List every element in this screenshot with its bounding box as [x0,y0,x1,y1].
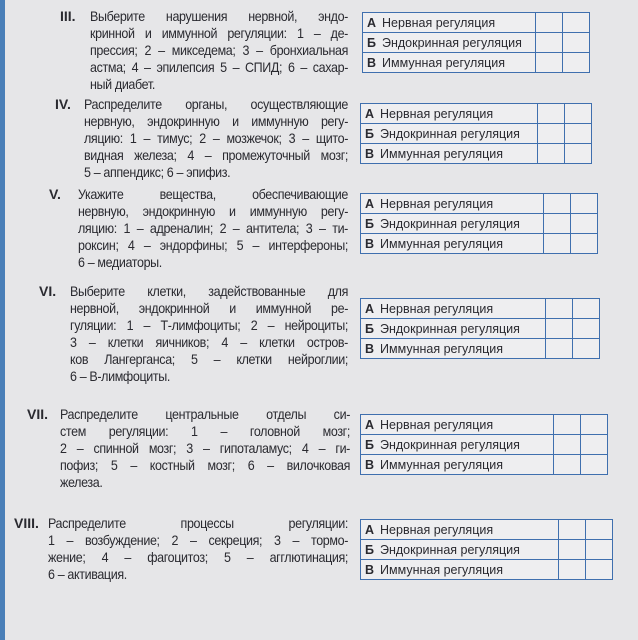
row-label [361,435,554,455]
row-label-text: Нервная регуляция [380,522,494,537]
answer-cell[interactable] [546,319,573,339]
row-label [361,455,554,475]
answer-row [361,194,598,214]
task-text-line: прессия; 2 – микседема; 3 – бронхиальная [90,43,348,58]
task-number: V. [49,186,61,202]
row-letter: Б [365,126,374,141]
row-letter: В [365,146,375,161]
task-text-line: 6 – В-лимфоциты. [70,369,170,384]
answer-row [361,214,598,234]
answer-cell[interactable] [538,144,565,164]
answer-cell[interactable] [573,339,600,359]
row-label-text: Эндокринная регуляция [379,321,520,336]
task-text [78,186,371,271]
row-label-text: Нервная регуляция [380,417,494,432]
task-text-line: 5 – аппендикс; 6 – эпифиз. [84,165,231,180]
answer-cell[interactable] [563,13,590,33]
answer-table [360,103,592,164]
answer-row [361,540,613,560]
answer-cell[interactable] [554,455,581,475]
answer-cell[interactable] [563,33,590,53]
row-label [363,13,536,33]
answer-row [361,299,600,319]
answer-row [361,560,613,580]
answer-row [363,13,590,33]
answer-cell[interactable] [544,234,571,254]
task-text [90,8,370,93]
answer-cell[interactable] [544,214,571,234]
answer-cell[interactable] [536,13,563,33]
answer-row [361,455,608,475]
task-number: VI. [39,283,57,299]
row-letter: Б [365,542,374,557]
task-text [70,283,375,385]
answer-cell[interactable] [565,104,592,124]
row-label-text: Эндокринная регуляция [379,126,520,141]
task-text-line: Укажите вещества, обеспечивающие [78,187,348,202]
answer-cell[interactable] [586,540,613,560]
task-text-line: Выберите нарушения нервной, эндо- [90,9,348,24]
task-number: IV. [55,96,71,112]
task-text [48,515,374,583]
task-text-line: ков Лангерганса; 5 – клетки нейроглии; [70,352,348,367]
answer-cell[interactable] [581,455,608,475]
task-text-line: видная железа; 4 – промежуточный мозг; [84,148,348,163]
answer-row [361,520,613,540]
answer-cell[interactable] [581,435,608,455]
answer-row [361,415,608,435]
task-text-line: гуляции: 1 – Т-лимфоциты; 2 – нейроциты; [70,318,348,333]
task-text-line: Распределите органы, осуществляющие [84,97,348,112]
answer-row [361,435,608,455]
answer-cell[interactable] [536,53,563,73]
answer-cell[interactable] [563,53,590,73]
row-letter: В [365,236,375,251]
row-label [363,53,536,73]
row-label [361,194,544,214]
row-label [361,104,538,124]
task-text-line: ляцию: 1 – тимус; 2 – мозжечок; 3 – щито- [84,131,348,146]
row-label-text: Нервная регуляция [380,301,494,316]
task-text-line: 1 – возбуждение; 2 – секреция; 3 – тормо- [48,533,348,548]
row-letter: А [365,522,375,537]
row-letter: В [365,562,375,577]
answer-cell[interactable] [559,520,586,540]
answer-cell[interactable] [565,144,592,164]
task-text-line: пофиз; 5 – костный мозг; 6 – вилочковая [60,458,350,473]
row-label-text: Нервная регуляция [380,196,494,211]
task-number: VII. [27,406,49,422]
row-label-text: Эндокринная регуляция [379,437,520,452]
task-text-line: роксин; 4 – эндорфины; 5 – интерфероны; [78,238,348,253]
row-label [361,299,546,319]
task-text-line: нервной, эндокринной и иммунной ре- [70,301,348,316]
answer-row [361,234,598,254]
answer-cell[interactable] [538,124,565,144]
answer-cell[interactable] [586,560,613,580]
row-letter: В [365,341,375,356]
row-letter: А [365,106,375,121]
task-text-line: Распределите процессы регуляции: [48,516,348,531]
answer-cell[interactable] [536,33,563,53]
task-text-line: 6 – активация. [48,567,127,582]
answer-cell[interactable] [544,194,571,214]
answer-cell[interactable] [554,435,581,455]
answer-cell[interactable] [571,214,598,234]
task-text-line: ный диабет. [90,77,155,92]
answer-cell[interactable] [538,104,565,124]
task-text-line: 3 – клетки яичников; 4 – клетки остров- [70,335,348,350]
answer-row [361,144,592,164]
answer-row [361,124,592,144]
answer-cell[interactable] [573,299,600,319]
row-label [361,540,559,560]
row-letter: В [367,55,377,70]
answer-row [361,104,592,124]
task-text-line: жение; 4 – фагоцитоз; 5 – агглютинация; [48,550,348,565]
answer-cell[interactable] [559,540,586,560]
row-letter: А [365,417,375,432]
task-number: VIII. [14,515,39,531]
row-label [361,214,544,234]
task-text-line: Распределите центральные отделы си- [60,407,350,422]
answer-cell[interactable] [581,415,608,435]
answer-cell[interactable] [586,520,613,540]
answer-table [360,519,613,580]
task-text-line: железа. [60,475,103,490]
row-letter: Б [365,437,374,452]
answer-cell[interactable] [565,124,592,144]
row-letter: Б [365,216,374,231]
task-text-line: нервную, эндокринную и иммунную регу- [84,114,348,129]
row-label-text: Иммунная регуляция [380,562,504,577]
answer-table [360,414,608,475]
task-text-line: Выберите клетки, задействованные для [70,284,348,299]
task-text-line: 6 – медиаторы. [78,255,162,270]
row-label-text: Эндокринная регуляция [379,542,520,557]
answer-cell[interactable] [571,194,598,214]
answer-cell[interactable] [546,299,573,319]
row-label-text: Иммунная регуляция [380,341,504,356]
answer-cell[interactable] [554,415,581,435]
task-text-line: астма; 4 – эпилепсия 5 – СПИД; 6 – сахар- [90,60,348,75]
answer-cell[interactable] [573,319,600,339]
answer-row [361,319,600,339]
row-label [361,319,546,339]
row-label-text: Нервная регуляция [382,15,496,30]
row-label [361,560,559,580]
row-label-text: Иммунная регуляция [380,236,504,251]
task-number: III. [60,8,76,24]
row-letter: А [365,301,375,316]
row-label [361,520,559,540]
task-text [84,96,371,181]
row-label [361,339,546,359]
row-letter: Б [367,35,376,50]
row-label-text: Иммунная регуляция [380,457,504,472]
answer-cell[interactable] [546,339,573,359]
row-label [361,415,554,435]
answer-row [363,53,590,73]
row-label-text: Эндокринная регуляция [381,35,522,50]
row-label [361,234,544,254]
task-text-line: ляцию: 1 – адреналин; 2 – антитела; 3 – ти- [78,221,348,236]
answer-row [361,339,600,359]
page-edge-strip [0,0,5,640]
row-letter: В [365,457,375,472]
row-label [361,124,538,144]
answer-cell[interactable] [559,560,586,580]
task-text-line: 2 – спинной мозг; 3 – гипоталамус; 4 – ги- [60,441,350,456]
task-text-line: нервную, эндокринную и иммунную регу- [78,204,348,219]
row-label-text: Нервная регуляция [380,106,494,121]
answer-cell[interactable] [571,234,598,254]
answer-table [360,193,598,254]
row-letter: А [365,196,375,211]
task-text-line: стем регуляции: 1 – головной мозг; [60,424,350,439]
answer-row [363,33,590,53]
task-text [60,406,375,491]
answer-table [360,298,600,359]
row-label-text: Иммунная регуляция [382,55,506,70]
row-label [363,33,536,53]
row-label-text: Иммунная регуляция [380,146,504,161]
row-letter: А [367,15,377,30]
task-text-line: кринной и иммунной регуляции: 1 – де- [90,26,348,41]
row-letter: Б [365,321,374,336]
row-label-text: Эндокринная регуляция [379,216,520,231]
answer-table [362,12,590,73]
row-label [361,144,538,164]
